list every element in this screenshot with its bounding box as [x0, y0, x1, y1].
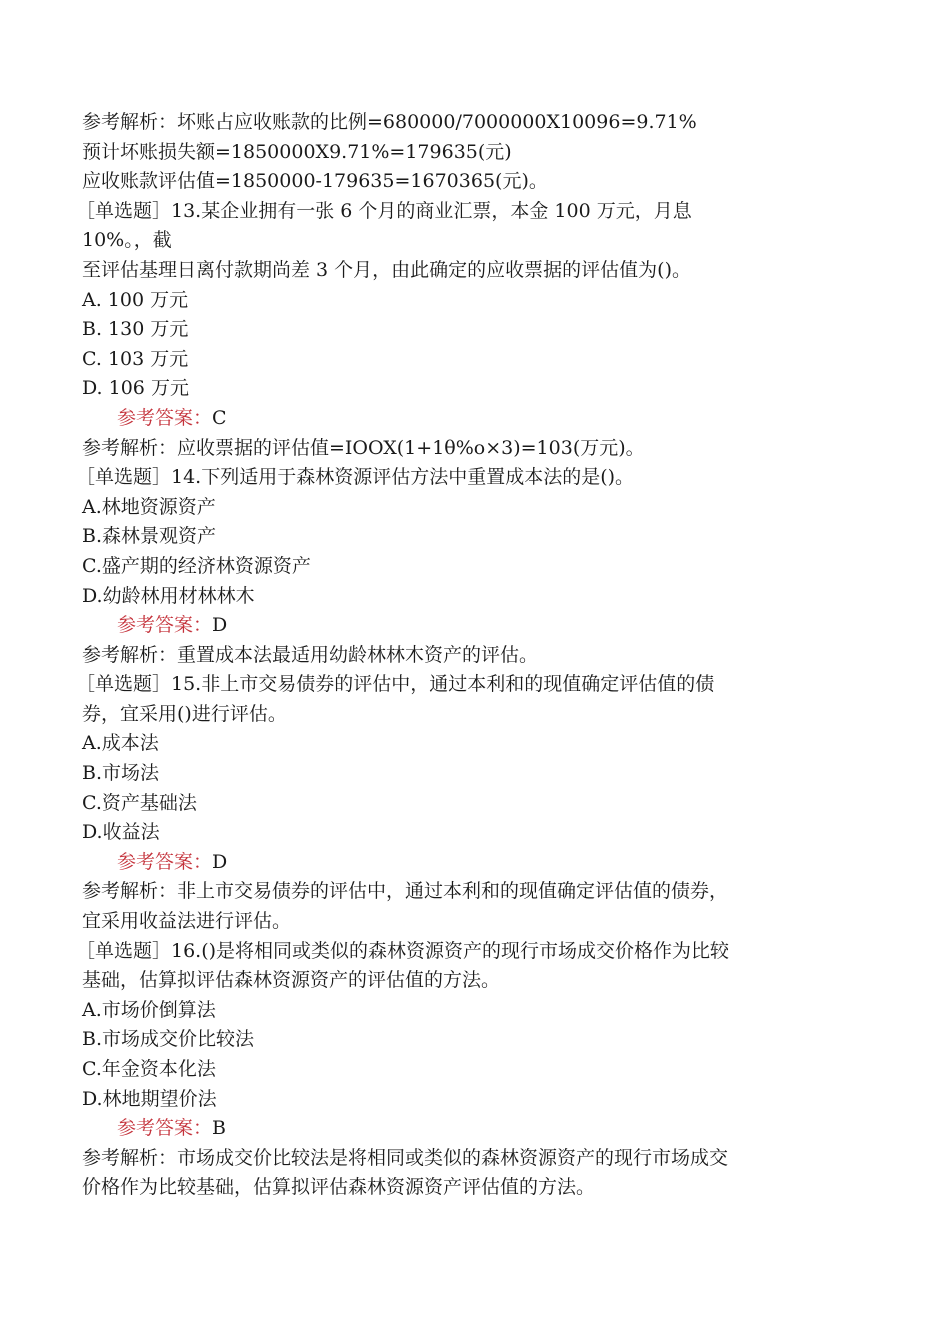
question-14-line: ［单选题］14.下列适用于森林资源评估方法中重置成本法的是()。 — [76, 466, 635, 489]
question-16-line: 基础，估算拟评估森林资源资产的评估值的方法。 — [82, 969, 501, 992]
answer-value: D — [212, 614, 228, 637]
answer-row — [82, 404, 872, 434]
option-b: B.森林景观资产 — [82, 525, 217, 548]
option-c: C. 103 万元 — [82, 347, 189, 370]
option-b: B.市场法 — [82, 762, 160, 785]
answer-label: 参考答案： — [117, 850, 213, 873]
question-15-line: 券，宜采用()进行评估。 — [82, 702, 287, 725]
answer-value: C — [212, 406, 227, 429]
answer-value: B — [212, 1117, 226, 1140]
question-13-line: 至评估基理日离付款期尚差 3 个月，由此确定的应收票据的评估值为()。 — [82, 258, 691, 281]
answer-row — [82, 611, 872, 641]
answer-row — [82, 1114, 872, 1144]
analysis-line: 价格作为比较基础，估算拟评估森林资源资产评估值的方法。 — [82, 1176, 596, 1199]
option-d: D. 106 万元 — [82, 377, 189, 400]
option-d: D.林地期望价法 — [82, 1087, 217, 1110]
analysis-line: 参考解析：坏账占应收账款的比例=680000/7000000X10096=9.71% — [82, 111, 697, 133]
analysis-line: 应收账款评估值=1850000-179635=1670365(元)。 — [82, 170, 548, 193]
option-c: C.盛产期的经济林资源资产 — [82, 554, 311, 577]
answer-label: 参考答案： — [117, 406, 213, 429]
option-a: A. 100 万元 — [82, 288, 189, 311]
question-13-line: 10%。，截 — [82, 229, 172, 252]
analysis-line: 参考解析：非上市交易债券的评估中，通过本利和的现值确定评估值的债券， — [82, 880, 729, 903]
option-a: A.市场价倒算法 — [82, 998, 216, 1021]
analysis-line: 参考解析：重置成本法最适用幼龄林林木资产的评估。 — [82, 643, 539, 666]
option-a: A.成本法 — [82, 732, 159, 755]
analysis-line: 参考解析：市场成交价比较法是将相同或类似的森林资源资产的现行市场成交 — [82, 1146, 729, 1169]
analysis-line: 参考解析：应收票据的评估值=IOOX(1+1θ%o×3)=103(万元)。 — [82, 436, 645, 459]
answer-label: 参考答案： — [117, 614, 213, 637]
option-b: B.市场成交价比较法 — [82, 1028, 255, 1051]
document-page — [76, 108, 872, 1203]
option-b: B. 130 万元 — [82, 318, 189, 341]
option-d: D.幼龄林用材林林木 — [82, 584, 255, 607]
answer-label: 参考答案： — [117, 1117, 213, 1140]
option-d: D.收益法 — [82, 821, 160, 844]
option-c: C.资产基础法 — [82, 791, 197, 814]
analysis-line: 预计坏账损失额=1850000X9.71%=179635(元) — [82, 140, 512, 163]
answer-row — [82, 848, 872, 878]
option-a: A.林地资源资产 — [82, 495, 216, 518]
analysis-line: 宜采用收益法进行评估。 — [82, 910, 292, 933]
question-13-line: ［单选题］13.某企业拥有一张 6 个月的商业汇票，本金 100 万元，月息 — [76, 199, 692, 222]
answer-value: D — [212, 850, 228, 873]
question-15-line: ［单选题］15.非上市交易债券的评估中，通过本利和的现值确定评估值的债 — [76, 673, 715, 696]
option-c: C.年金资本化法 — [82, 1058, 216, 1080]
question-16-line: ［单选题］16.()是将相同或类似的森林资源资产的现行市场成交价格作为比较 — [76, 939, 730, 962]
